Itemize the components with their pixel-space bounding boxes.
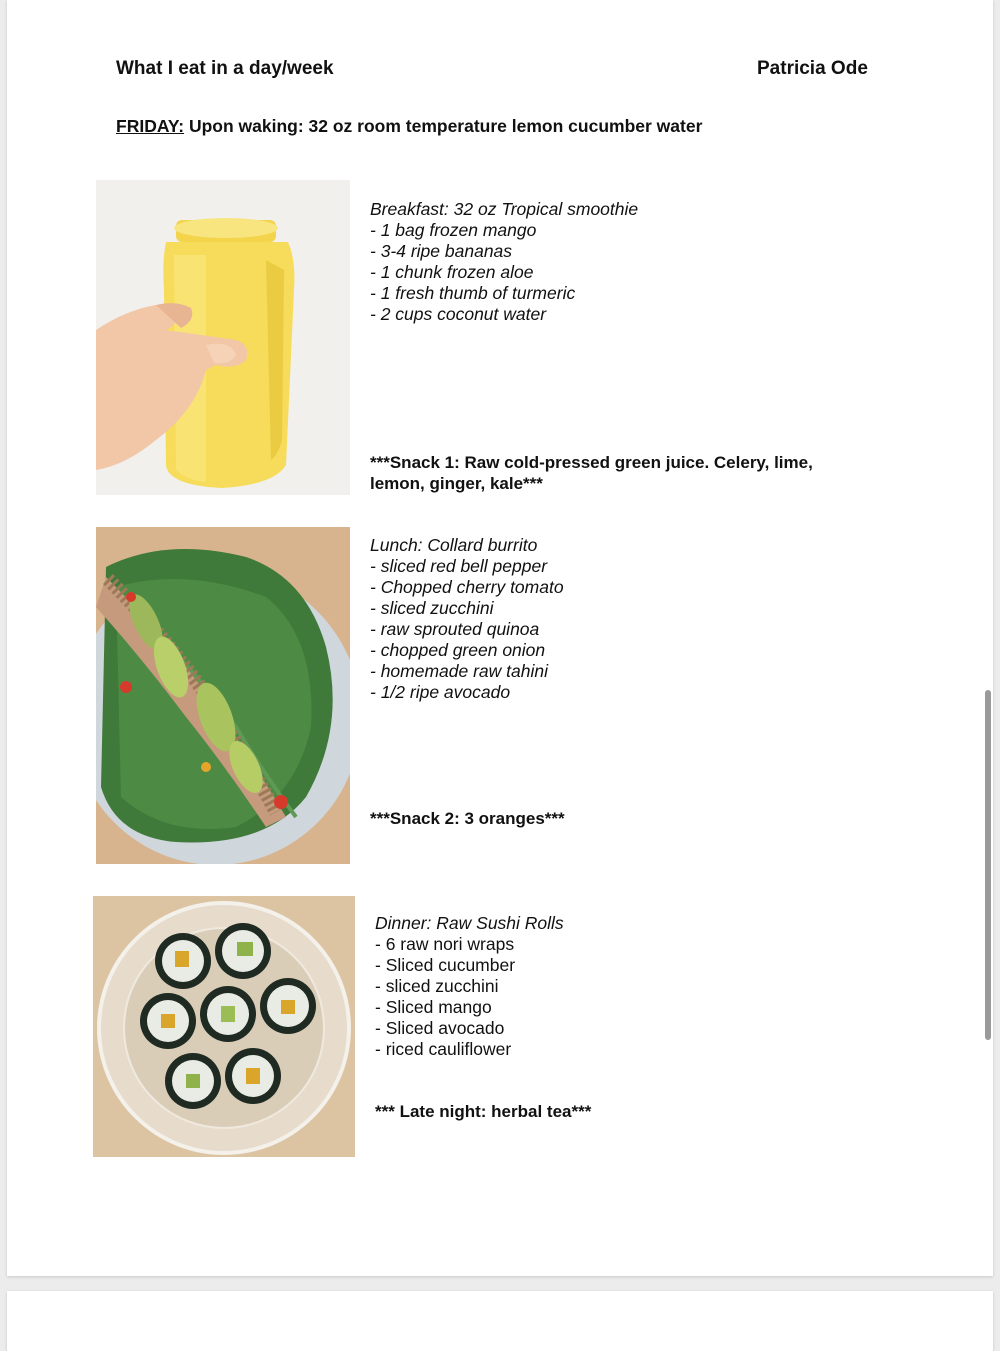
list-item: - sliced zucchini [375,976,499,996]
list-item: - sliced red bell pepper [370,556,548,576]
list-item: - 1 fresh thumb of turmeric [370,283,576,303]
late-night: *** Late night: herbal tea*** [375,1102,592,1121]
dinner-block [375,913,564,1060]
smoothie-jar-photo [96,180,350,495]
list-item: - Sliced mango [375,997,492,1017]
list-item: - 6 raw nori wraps [375,934,515,954]
dinner-heading: Dinner: Raw Sushi Rolls [375,913,564,933]
list-item: - sliced zucchini [370,598,494,618]
list-item: - 1/2 ripe avocado [370,682,511,702]
list-item: - riced cauliflower [375,1039,512,1059]
breakfast-heading: Breakfast: 32 oz Tropical smoothie [370,199,639,219]
list-item: - chopped green onion [370,640,546,660]
waking-text: Upon waking: 32 oz room temperature lemon cucumber water [188,116,703,136]
author-name: Patricia Ode [757,58,868,79]
list-item: - Sliced cucumber [375,955,516,975]
list-item: - homemade raw tahini [370,661,548,681]
scrollbar[interactable] [985,690,991,1040]
snack-1: ***Snack 1: Raw cold-pressed green juice. Celery, lime, lemon, ginger, kale*** [370,453,813,493]
list-item: - Sliced avocado [375,1018,505,1038]
list-item: - 1 chunk frozen aloe [370,262,534,282]
list-item: - 1 bag frozen mango [370,220,537,240]
day-label: FRIDAY: [116,116,185,136]
list-item: - Chopped cherry tomato [370,577,564,597]
lunch-heading: Lunch: Collard burrito [370,535,538,555]
breakfast-block [370,199,638,325]
snack-2: ***Snack 2: 3 oranges*** [370,809,565,828]
next-page [7,1291,993,1351]
day-line [116,116,702,137]
list-item: - raw sprouted quinoa [370,619,540,639]
list-item: - 2 cups coconut water [370,304,547,324]
document-title: What I eat in a day/week [116,58,334,79]
lunch-block [370,535,564,703]
collard-burrito-photo [96,527,350,864]
sushi-bowl-photo [93,896,355,1157]
list-item: - 3-4 ripe bananas [370,241,513,261]
